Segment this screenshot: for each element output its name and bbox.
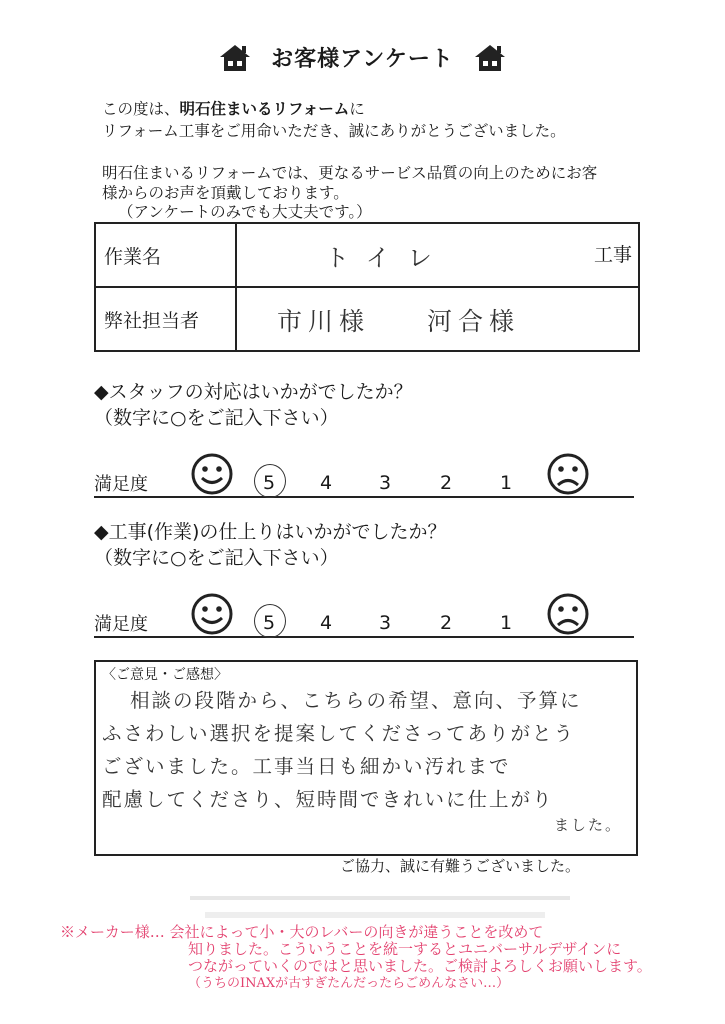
work-label: 作業名 [95, 223, 236, 287]
rating-underline [94, 636, 634, 638]
feedback-header: 〈ご意見・ご感想〉 [102, 667, 228, 683]
rating-5[interactable]: 5 [262, 472, 276, 494]
page-title: お客様アンケート [271, 47, 454, 72]
question-1-instruction: （数字に○をご記入下さい） [94, 407, 339, 429]
question-1-text: ◆スタッフの対応はいかがでしたか？ [94, 381, 413, 403]
rating-3[interactable]: 3 [378, 472, 392, 494]
sad-face-icon [546, 452, 590, 496]
question-2-instruction: （数字に○をご記入下さい） [94, 547, 339, 569]
staff-row [95, 287, 639, 351]
rating-3[interactable]: 3 [378, 612, 392, 634]
sad-face-icon [546, 592, 590, 636]
smiley-face-icon [190, 592, 234, 636]
work-value-cell[interactable] [236, 223, 639, 287]
info-table [94, 222, 640, 352]
feedback-box[interactable] [94, 660, 638, 856]
staff-label: 弊社担当者 [95, 287, 236, 351]
scan-noise [205, 912, 545, 918]
staff-value-cell[interactable] [236, 287, 639, 351]
intro-line-5: （アンケートのみでも大丈夫です。） [118, 203, 372, 221]
note-line: つながっていくのではと思いました。ご検討よろしくお願いします。 [188, 957, 652, 975]
rating-1 [94, 448, 634, 498]
staff-name-1: 市川様 [277, 307, 371, 336]
rating-4[interactable]: 4 [319, 612, 333, 634]
note-line: （うちのINAXが古すぎたんだったらごめんなさい…） [188, 976, 510, 991]
note-line: ※メーカー様… 会社によって小・大のレバーの向きが違うことを改めて [60, 923, 544, 941]
intro-line-1 [102, 98, 365, 120]
rating-5[interactable]: 5 [262, 612, 276, 634]
rating-underline [94, 496, 634, 498]
work-value: トイレ [325, 244, 450, 272]
closing-thanks: ご協力、誠に有難うございました。 [340, 857, 581, 875]
rating-2[interactable]: 2 [439, 612, 453, 634]
comment-line: ございました。工事当日も細かい汚れまで [102, 755, 511, 778]
rating-2[interactable]: 2 [439, 472, 453, 494]
scan-noise [190, 896, 570, 900]
rating-2 [94, 588, 634, 638]
rating-4[interactable]: 4 [319, 472, 333, 494]
question-2-text: ◆工事(作業)の仕上りはいかがでしたか？ [94, 521, 447, 543]
note-line: 知りました。こういうことを統一するとユニバーサルデザインに [188, 940, 622, 958]
comment-line: ふさわしい選択を提案してくださってありがとう [102, 722, 576, 745]
rating-1[interactable]: 1 [499, 612, 513, 634]
intro-line-4: 様からのお声を頂戴しております。 [102, 184, 349, 202]
intro-text: この度は、 [102, 100, 180, 118]
handwritten-note [60, 924, 710, 992]
company-name: 明石住まいるリフォーム [179, 100, 350, 118]
comment-line: ました。 [553, 816, 622, 834]
feedback-comment [102, 684, 622, 834]
satisfaction-label: 満足度 [94, 614, 148, 635]
comment-line: 相談の段階から、こちらの希望、意向、予算に [130, 689, 582, 712]
intro-line-2: リフォーム工事をご用命いただき、誠にありがとうございました。 [102, 122, 566, 140]
work-row [95, 223, 639, 287]
smiley-face-icon [190, 452, 234, 496]
rating-1[interactable]: 1 [499, 472, 513, 494]
staff-name-2: 河合様 [427, 307, 521, 336]
comment-line: 配慮してくださり、短時間できれいに仕上がり [102, 788, 554, 811]
house-icon [218, 43, 252, 73]
survey-title-row [0, 42, 725, 73]
intro-text: に [349, 100, 365, 118]
intro-line-3: 明石住まいるリフォームでは、更なるサービス品質の向上のためにお客 [102, 164, 598, 182]
satisfaction-label: 満足度 [94, 474, 148, 495]
house-icon [473, 43, 507, 73]
work-suffix: 工事 [593, 244, 632, 266]
